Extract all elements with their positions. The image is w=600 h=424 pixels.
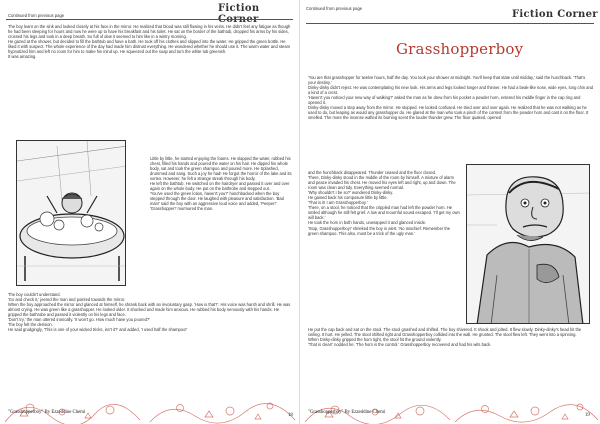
header-rule bbox=[306, 23, 594, 24]
floral-decoration bbox=[300, 386, 600, 424]
header-rule bbox=[6, 19, 293, 20]
story-text-middle: and the hunchback disappeared. Thunder ceased and the floor closed. There, Dinky-dinky stood in the middle of the room by himself. A mixture of alarm and peace invaded his chest. He moved his eyes left and right, up and down. The room was clean and tidy. Everything seemed normal. 'Why shouldn't I be so?' wondered Dinky-dinky. He gained back his composure little by little. 'That is it! I am Grasshopperboy.' There, on a stool, he noticed that the crippled man had left the powder horn. He smiled although he still felt grief. A low and mournful sound escaped. 'I'll get my own will back.' He took the horn in both hands, unwrapped it and glanced inside. 'Stop, Grasshopperboy!' shrieked the boy in alert. 'No mischief. Remember the green shampoo. This also, must be a trick of the ugly man.' bbox=[308, 170, 460, 236]
continued-label: Continued from previous page bbox=[306, 6, 363, 11]
right-page bbox=[300, 0, 600, 424]
page-number: 18 bbox=[288, 413, 293, 418]
page-header bbox=[300, 0, 600, 24]
hunchback-illustration bbox=[466, 164, 590, 324]
footer-credit: "Grasshopperboy" By Ezzeddine Chemi bbox=[8, 410, 86, 415]
floral-decoration bbox=[0, 386, 300, 424]
footer-credit: "Grasshopperboy" By Ezzeddine Chemi bbox=[308, 410, 386, 415]
story-text-bottom: The boy couldn't understand. 'Go and check it,' jeered the man and pointed towards the mirror. When the boy approached the mirror and glanced at himself, he shrank back with an involuntary gasp. 'How is that?'. His voice was harsh and shrill. He was almost crying. He was green like a grasshopper. He looked older. It shocked and made him anxious. He rubbed his body nervously with his hands. He gripped the bathrobe and passed it violently on his legs and face. 'Don't try,' the man uttered ironically. 'It won't go. How much have you poured?' The boy felt the derision. He said grudgingly, 'This is one of your wicked tricks, isn't it?' and added, 'I used half the shampoo!' bbox=[8, 292, 291, 333]
continued-label: Continued from previous page bbox=[8, 13, 65, 18]
bathtub-drawing bbox=[17, 141, 126, 286]
story-text-side: Little by little, he started enjoying the foams. He slapped the water, rubbed his chest, filled his hands and poured the water on his hair. He dipped his whole body, sat and took the green shampoo and poured more. He Splashed, drummed and sang. Such a joy he had! He forgot the horror of the lake and its vortex. However, he felt a strange streak through his body. He left the bathtub. He switched on the hairdryer and passed it over and over again on the whole body. He put on the bathrobe and stepped out. 'You've used the green lotion, haven't you?' hunchbacked when the boy stepped through the door. He laughed with pleasure and satisfaction. 'Bad man!' said the boy with an aggressive loud voice and added, 'Peeper!' 'Grasshopper!' murmured the man. bbox=[150, 156, 292, 212]
story-text-intro: The boy leant on the sink and looked closely at his face in the mirror. He realized that blood was still flowing in his veins. He didn't feel any fatigue as though he had been sleeping for hours and now he were up to have his breakfast and his toilet. He sat on the border of the bathtub, dropped his arms by his sides, crossed his legs and took in a deep breath. So full of dew it seemed to him like in a wintry morning. He gazed at the shower, but decided to fill the bathtub and have a bath. He took off his clothes and slipped into the water. He gripped the green bottle. He liked it with suspect. The whole experience of the day had made him distrust everything. He wondered whether he should use it. The warm water and steam hypnotized him and left no room for him to make his mind up. He squeezed out the soap and turn the white tub greenish. It was amazing. bbox=[8, 24, 291, 60]
story-text-top: 'You are that grasshopper for twelve hours, half the day. You took your shower at midnight. You'll keep that state until midday,' said the hunchback. 'That's your destiny.' Dinky-dinky didn't reject. He was contemplating his new look. His arms and legs looked longer and thinner. He had a beak-like nose, wide eyes, long chin and a kind of a crest. 'Haven't you noticed your new way of walking?' asked the man as he drew from his pocket a powder horn, entered his middle finger in the cap ring and opened it. Dinky-dinky moved a step away from the mirror. He stopped. He looked confused. He tried over and over again. He realized that he was not walking as he used to do, but leaping as would any grasshopper do. He glared at the man who took a pinch of the content from the powder horn and cast it on the floor. It smelled. The more the incense wafted its burning scent the louder thunder grew. The floor quaked, opened bbox=[308, 75, 593, 121]
page-number: 19 bbox=[585, 413, 590, 418]
fiction-corner-logo: Fiction Corner bbox=[218, 3, 260, 25]
story-title: Grasshopperboy bbox=[396, 40, 524, 58]
fiction-corner-logo: Fiction Corner bbox=[512, 9, 598, 20]
story-text-bottom: He put the cap back and sat on the stool. The stool gnashed and shifted. The boy shivered. It shook and jolted. It flew slowly. Dinky-dinky's head hit the ceiling. It hurt. He yelled. The stool shifted right and Grasshopperboy collided into the wall. He grunted. The stool flew left. They went into a spinning. When Dinky-dinky gripped the horn tight, the stool hit the ground violently. 'That is clear!' nodded he. 'The horn is the control.' Grasshopperboy recovered and had his wits back. bbox=[308, 327, 582, 348]
page-header bbox=[0, 0, 299, 24]
hunchback-drawing bbox=[467, 165, 590, 324]
bathtub-illustration bbox=[16, 140, 126, 286]
